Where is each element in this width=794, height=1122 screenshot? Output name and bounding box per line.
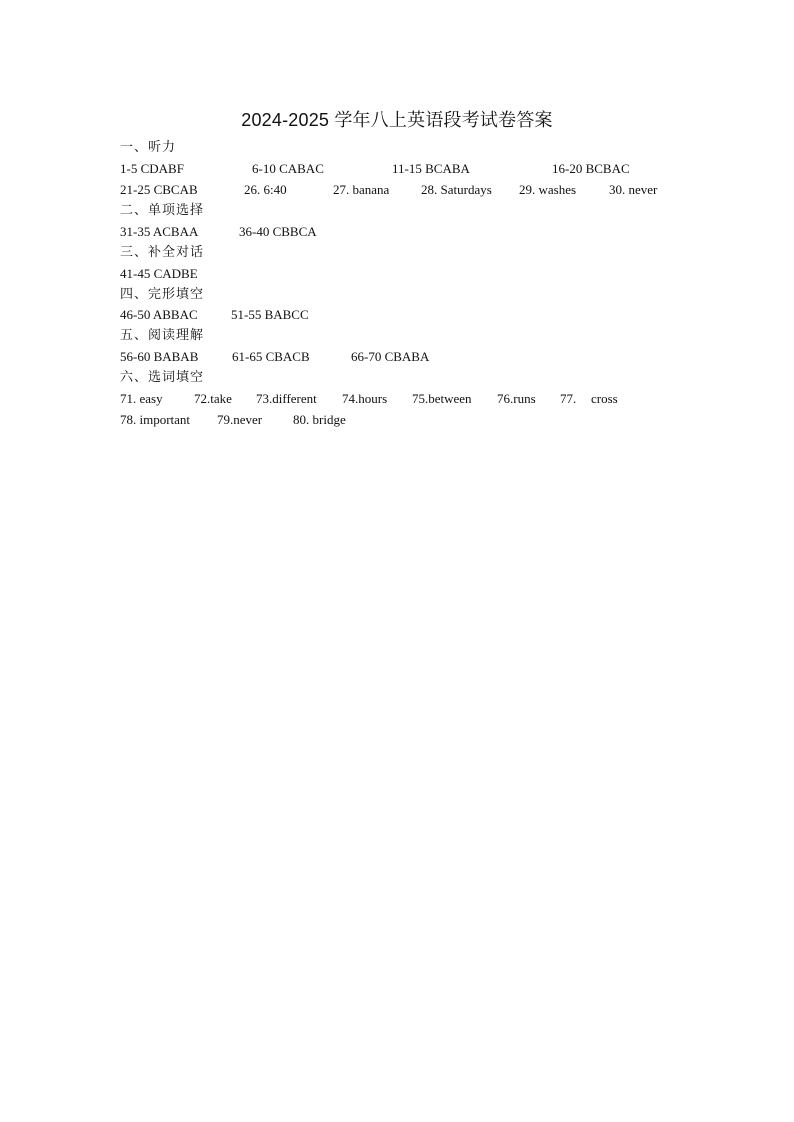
answer-group: 16-20 BCBAC: [552, 161, 630, 176]
answer-item: 74.hours: [342, 391, 388, 406]
answer-group: 66-70 CBABA: [351, 349, 430, 364]
answer-group: 1-5 CDABF: [120, 161, 184, 176]
answer-group: 6-10 CABAC: [252, 161, 324, 176]
answer-group: 41-45 CADBE: [120, 266, 198, 281]
answer-group: 61-65 CBACB: [232, 349, 310, 364]
answer-item: 71. easy: [120, 391, 163, 406]
answer-item: 72.take: [194, 391, 232, 406]
section-heading-cloze: 四、完形填空: [120, 287, 205, 302]
section-heading-dialogue: 三、补全对话: [120, 245, 205, 260]
document-title: 2024-2025 学年八上英语段考试卷答案: [241, 110, 553, 130]
answer-item: 76.runs: [497, 391, 536, 406]
section-heading-listening: 一、听力: [120, 140, 177, 155]
answer-group: 46-50 ABBAC: [120, 307, 198, 322]
answer-group: 31-35 ACBAA: [120, 224, 199, 239]
answer-item: 73.different: [256, 391, 317, 406]
answer-item: 79.never: [217, 412, 263, 427]
answer-group: 56-60 BABAB: [120, 349, 199, 364]
answer-item: 78. important: [120, 412, 191, 427]
answer-item: 27. banana: [333, 182, 390, 197]
section-heading-single-choice: 二、单项选择: [120, 203, 205, 218]
answer-item: 29. washes: [519, 182, 577, 197]
answer-group: 11-15 BCABA: [392, 161, 470, 176]
section-heading-reading: 五、阅读理解: [120, 328, 205, 343]
answer-item: 80. bridge: [293, 412, 346, 427]
answer-item: cross: [591, 391, 618, 406]
answer-item: 75.between: [412, 391, 472, 406]
answer-item: 26. 6:40: [244, 182, 287, 197]
answer-item: 30. never: [609, 182, 658, 197]
answer-group: 21-25 CBCAB: [120, 182, 198, 197]
answer-group: 36-40 CBBCA: [239, 224, 317, 239]
answer-item: 77.: [560, 391, 577, 406]
answer-item: 28. Saturdays: [421, 182, 492, 197]
answer-group: 51-55 BABCC: [231, 307, 309, 322]
section-heading-word-fill: 六、选词填空: [120, 370, 205, 385]
